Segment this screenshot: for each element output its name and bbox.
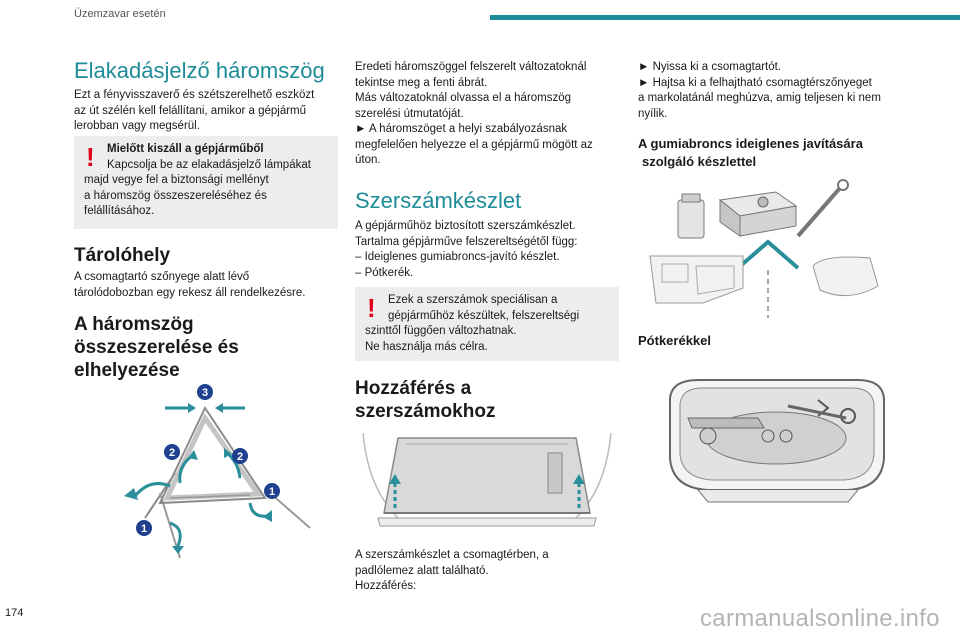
header-accent-bar	[490, 15, 960, 20]
warning-box-tools: ! Ezek a szerszámok speciálisan a gépjárműhöz készültek, felszereltségi szinttől függően változhatnak. Ne használja más célra.	[355, 287, 619, 361]
page-number: 174	[5, 607, 24, 619]
jack-icon	[688, 418, 764, 428]
access-heading: Hozzáférés a szerszámokhoz	[355, 378, 496, 422]
warning-triangle-illustration	[100, 378, 315, 568]
section-title-warning-triangle: Elakadásjelző háromszög	[74, 58, 325, 83]
repair-kit-heading: A gumiabroncs ideiglenes javítására szolgáló készlettel	[638, 136, 863, 169]
repair-kit-illustration	[648, 178, 888, 318]
spare-wheel-heading: Pótkerékkel	[638, 333, 711, 348]
svg-text:2: 2	[168, 447, 176, 459]
watermark-logo: carmanualsonline.info	[700, 605, 940, 632]
towing-eye-icon	[798, 188, 840, 236]
storage-heading: Tárolóhely	[74, 245, 171, 266]
intro-paragraph: Ezt a fényvisszaverő és szétszerelhető eszközt az út szélén kell felállítani, amikor a gépjármű lerobban vagy megsérül.	[74, 89, 315, 132]
triangle-instructions-paragraph: Eredeti háromszöggel felszerelt változatoknál tekintse meg a fenti ábrát. Más változatoknál olvassa el a háromszög szerelési útmutatóját. ► A háromszöget a helyi szabályozásnak megfelelően helyezze el a gépjármű mögött az úton.	[355, 61, 593, 166]
toolkit-paragraph: A gépjárműhöz biztosított szerszámkészlet. Tartalma gépjárműve felszereltségétől függ: – Ideiglenes gumiabroncs-javító készlet. – Pótkerék.	[355, 220, 578, 279]
warning-exclamation-icon: !	[367, 293, 376, 323]
section-title-toolkit: Szerszámkészlet	[355, 188, 522, 213]
warning-exclamation-icon: !	[86, 142, 95, 172]
running-header: Üzemzavar esetén	[74, 8, 166, 20]
assembly-heading: A háromszög összeszerelése és elhelyezése	[74, 314, 239, 381]
warning-box-before-exit: ! Mielőtt kiszáll a gépjárműből Kapcsolja be az elakadásjelző lámpákat majd vegye fel a biztonsági mellényt a háromszög összeszereléséhez és felállításához.	[74, 136, 338, 229]
trunk-floor-illustration	[358, 428, 616, 528]
spare-wheel-illustration	[668, 378, 886, 508]
access-paragraph: A szerszámkészlet a csomagtérben, a padlólemez alatt található. Hozzáférés:	[355, 549, 549, 592]
svg-text:1: 1	[268, 486, 276, 498]
svg-text:3: 3	[201, 387, 209, 399]
svg-text:1: 1	[140, 523, 148, 535]
access-steps: ► Nyissa ki a csomagtartót. ► Hajtsa ki a felhajtható csomagtérszőnyeget a markolatánál meghúzva, amig teljesen ki nem nyílik.	[638, 61, 881, 120]
storage-paragraph: A csomagtartó szőnyege alatt lévő tárolódobozban egy rekesz áll rendelkezésre.	[74, 271, 306, 299]
svg-text:2: 2	[236, 451, 244, 463]
storage-tray-right	[813, 257, 878, 296]
sealant-bottle-icon	[678, 200, 704, 238]
chevron-up-icon	[738, 242, 798, 268]
